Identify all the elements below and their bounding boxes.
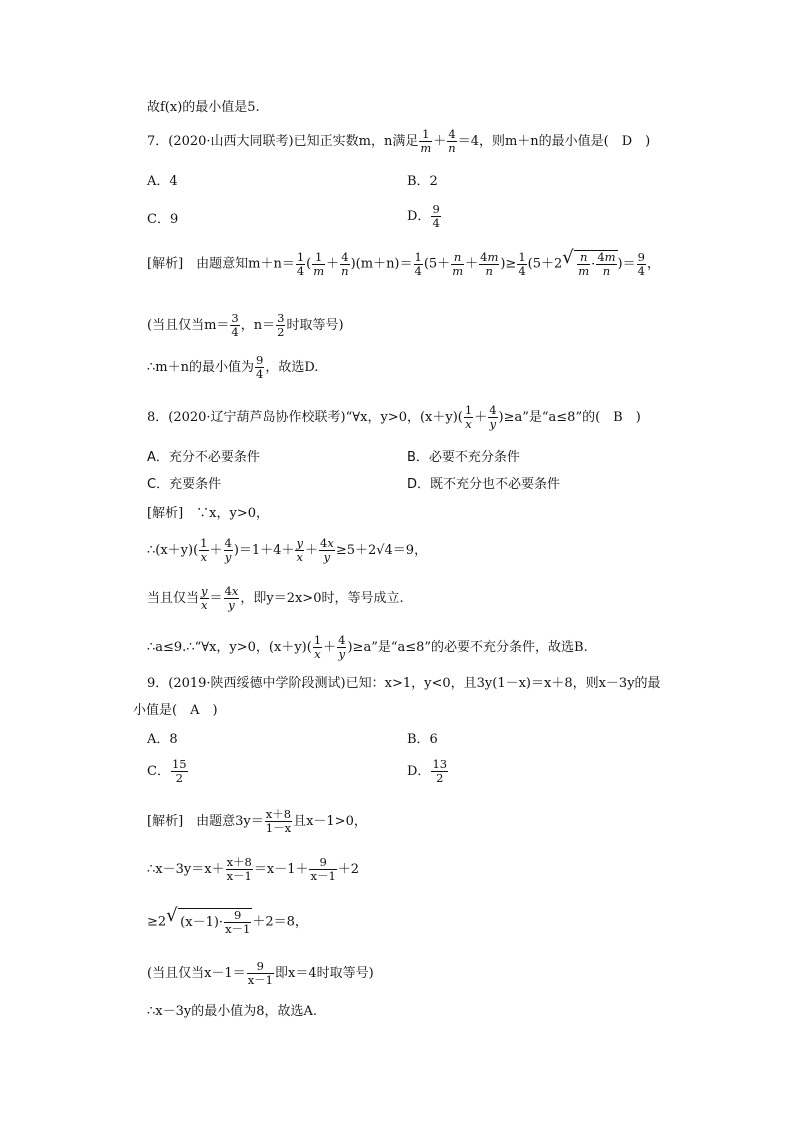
q8-option-d: D．既不充分也不必要条件 [407,477,561,492]
q8-solution-line-1: [解析] ∵x，y>0， [147,506,269,521]
previous-conclusion: 故f(x)的最小值是5. [147,100,260,115]
q7-equality-condition: (当且仅当m＝ $\frac{3}{4}$ ，n＝ $\frac{3}{2}$ 时取等号) [147,311,344,340]
q9-stem-line-2: 小值是( A ) [133,703,218,718]
q8-stem: 8．(2020·辽宁葫芦岛协作校联考)“∀x，y>0，(x＋y)( $\frac{1}{x}$ ＋ $\frac{4}{y}$ )≥a”是“a≤8”的( B ) [147,403,641,432]
q7-option-d: D． $\frac{9}{4}$ [407,202,440,231]
q9-option-a: A．8 [147,732,178,747]
q8-solution-line-2: ∴(x＋y)( $\frac{1}{x}$ ＋ $\frac{4}{y}$ )＝1＋4＋ $\frac{y}{x}$ ＋ $\frac{4x}{y}$ ≥5＋2√4＝9， [147,536,428,565]
q9-solution-line-2: ∴x－3y＝x＋ $\frac{x+8}{x-1}$ ＝x－1＋ $\frac{9}{x-1}$ ＋2 [147,855,360,884]
q7-conclusion: ∴m＋n的最小值为 $\frac{9}{4}$ ，故选D. [147,353,319,382]
q9-solution-line-3: ≥2√ (x－1)· $\frac{9}{x-1}$ ＋2＝8， [147,908,308,936]
q8-solution-line-3: 当且仅当 $\frac{y}{x}$ ＝ $\frac{4x}{y}$ ，即y＝2x>0时，等号成立. [147,584,404,613]
q9-option-d: D． $\frac{13}{2}$ [407,757,448,786]
q9-solution-line-4: (当且仅当x－1＝ $\frac{9}{x-1}$ 即x＝4时取等号) [147,959,374,988]
q7-option-a: A．4 [147,174,178,189]
q7-option-b: B．2 [407,174,438,189]
q8-option-c: C．充要条件 [147,477,222,492]
q8-option-b: B．必要不充分条件 [407,450,520,465]
q7-solution: [解析] 由题意知m＋n＝ $\frac{1}{4}$ ( $\frac{1}{m}$ ＋ $\frac{4}{n}$ )(m＋n)＝ $\frac{1}{4}$ (5＋ $\frac{n}{m}$ ＋ $\frac{4m}{n}$ )≥ $\frac{1}{4}$ (5＋2 √ $\frac{n}{m}$ · $\frac{4m}{n}$ )＝ $\frac{9}{4}$ ， [147,250,660,278]
q7-stem: 7．(2020·山西大同联考)已知正实数m，n满足 $\frac{1}{m}$ ＋ $\frac{4}{n}$ ＝4，则m＋n的最小值是( D ) [147,127,651,156]
q9-solution-line-1: [解析] 由题意3y＝ $\frac{x+8}{1-x}$ 且x－1>0， [147,807,367,836]
q8-option-a: A．充分不必要条件 [147,450,260,465]
q9-option-b: B．6 [407,732,438,747]
q7-option-c: C．9 [147,212,179,227]
q9-stem-line-1: 9．(2019·陕西绥德中学阶段测试)已知：x>1，y<0，且3y(1－x)＝x＋8，则x－3y的最 [147,676,661,691]
q9-option-c: C． $\frac{15}{2}$ [147,757,187,786]
q9-solution-line-5: ∴x－3y的最小值为8，故选A. [147,1004,318,1019]
q8-solution-line-4: ∴a≤9.∴“∀x，y>0，(x＋y)( $\frac{1}{x}$ ＋ $\frac{4}{y}$ )≥a”是“a≤8”的必要不充分条件，故选B. [147,633,588,662]
